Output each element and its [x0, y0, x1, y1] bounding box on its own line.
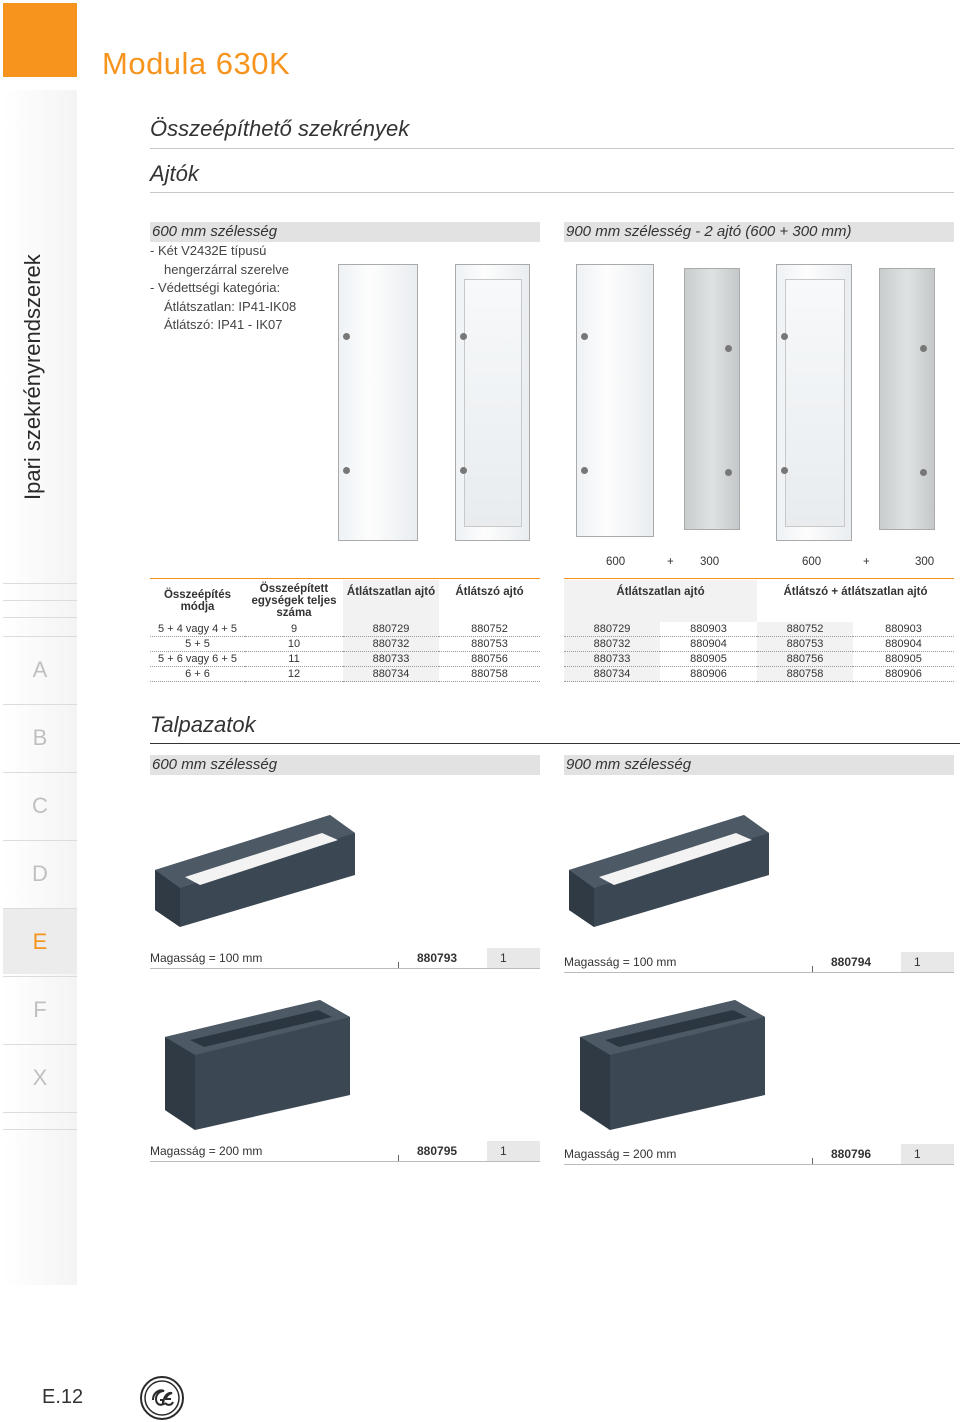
- dim-label: +: [667, 556, 674, 568]
- sidebar-divider: [3, 1112, 77, 1113]
- base-qty: 1: [914, 955, 921, 969]
- sidebar-vertical-title: Ipari szekrényrendszerek: [20, 254, 45, 500]
- desc-line: Átlátszó: IP41 - IK07: [164, 317, 283, 332]
- opaque-door-image: [338, 264, 418, 541]
- base-600-200-image: [160, 995, 360, 1135]
- table-cell: 880905: [853, 652, 954, 667]
- table-cell: 880903: [660, 622, 757, 637]
- transparent-door-600-image: [776, 264, 852, 541]
- base-label: Magasság = 200 mm: [150, 1144, 263, 1158]
- bases-600-header: 600 mm szélesség: [150, 755, 540, 775]
- sidebar-letter-b[interactable]: B: [3, 704, 77, 770]
- table-header: Átlátszatlan ajtó: [564, 580, 757, 622]
- table-row: [564, 652, 954, 667]
- table-cell: 6 + 6: [150, 667, 245, 682]
- base-code: 880794: [831, 955, 872, 969]
- table-cell: 11: [245, 652, 343, 667]
- table-cell: 5 + 5: [150, 637, 245, 652]
- base-qty: 1: [914, 1147, 921, 1161]
- page-title: Modula 630K: [102, 46, 291, 81]
- table-cell: 880904: [853, 637, 954, 652]
- opaque-door-300-image: [684, 268, 740, 530]
- table-cell: 880729: [564, 622, 660, 637]
- transparent-door-image: [455, 264, 530, 541]
- table-cell: 880906: [853, 667, 954, 682]
- dim-label: 300: [915, 556, 935, 568]
- divider: [150, 743, 960, 744]
- table-cell: 12: [245, 667, 343, 682]
- table-cell: 880733: [343, 652, 439, 667]
- table-row: [150, 637, 540, 652]
- table-600-top-rule: [150, 578, 540, 579]
- base-600-200-row: [150, 1141, 540, 1162]
- page-number: E.12: [42, 1386, 84, 1408]
- ge-logo-icon: [140, 1376, 184, 1420]
- section-heading: Összeépíthető szekrények: [150, 116, 410, 141]
- base-qty: 1: [500, 1144, 507, 1158]
- base-qty: 1: [500, 951, 507, 965]
- opaque-door-600-image: [576, 264, 654, 537]
- dim-label: 300: [700, 556, 720, 568]
- base-900-100-row: [564, 952, 954, 973]
- table-cell: 5 + 4 vagy 4 + 5: [150, 622, 245, 637]
- doors-600-header: 600 mm szélesség: [150, 222, 540, 242]
- table-cell: 880729: [343, 622, 439, 637]
- base-label: Magasság = 200 mm: [564, 1147, 677, 1161]
- base-900-100-image: [564, 805, 774, 930]
- base-600-100-row: [150, 948, 540, 969]
- dim-label: 600: [606, 556, 626, 568]
- table-900-top-rule: [564, 578, 954, 579]
- sidebar-letter-x[interactable]: X: [3, 1044, 77, 1110]
- table-cell: 5 + 6 vagy 6 + 5: [150, 652, 245, 667]
- dim-label: +: [863, 556, 870, 568]
- divider: [150, 148, 954, 149]
- table-header: Átlátszatlan ajtó: [343, 580, 439, 622]
- table-row: [564, 622, 954, 637]
- table-cell: 880758: [757, 667, 853, 682]
- sidebar-letter-d[interactable]: D: [3, 840, 77, 906]
- sidebar-divider: [3, 600, 77, 601]
- base-label: Magasság = 100 mm: [150, 951, 263, 965]
- brand-block: [3, 3, 77, 77]
- divider: [150, 192, 954, 193]
- table-900: [564, 580, 954, 682]
- bases-heading: Talpazatok: [150, 712, 256, 737]
- base-label: Magasság = 100 mm: [564, 955, 677, 969]
- dimension-labels: [564, 556, 954, 572]
- bases-900-header: 900 mm szélesség: [564, 755, 954, 775]
- sidebar-letter-c[interactable]: C: [3, 772, 77, 838]
- sidebar-letter-e[interactable]: E: [3, 908, 77, 974]
- table-cell: 880903: [853, 622, 954, 637]
- table-cell: 880732: [343, 637, 439, 652]
- sidebar-divider: [3, 617, 77, 618]
- opaque-door-300-image-2: [879, 268, 935, 530]
- desc-line: Átlátszatlan: IP41-IK08: [164, 298, 297, 314]
- doors-900-header: 900 mm szélesség - 2 ajtó (600 + 300 mm): [564, 222, 954, 242]
- table-header: Összeépítés módja: [163, 589, 232, 613]
- table-600: [150, 580, 540, 682]
- base-code: 880796: [831, 1147, 872, 1161]
- base-900-200-image: [575, 995, 775, 1135]
- sidebar-letter-a[interactable]: A: [3, 636, 77, 702]
- table-row: [564, 637, 954, 652]
- sidebar-divider: [3, 583, 77, 584]
- table-row: [150, 622, 540, 637]
- table-cell: 880756: [439, 652, 540, 667]
- base-code: 880793: [417, 951, 458, 965]
- table-row: [150, 667, 540, 682]
- base-code: 880795: [417, 1144, 458, 1158]
- table-cell: 880753: [757, 637, 853, 652]
- table-cell: 880756: [757, 652, 853, 667]
- table-row: [150, 652, 540, 667]
- table-row: [564, 667, 954, 682]
- table-cell: 880733: [564, 652, 660, 667]
- doors-heading: Ajtók: [150, 161, 199, 186]
- table-cell: 880905: [660, 652, 757, 667]
- table-cell: 880904: [660, 637, 757, 652]
- sidebar-letter-f[interactable]: F: [3, 976, 77, 1042]
- table-cell: 880734: [564, 667, 660, 682]
- doors-600-description: [150, 242, 296, 335]
- dim-label: 600: [802, 556, 822, 568]
- table-cell: 880753: [439, 637, 540, 652]
- table-cell: 9: [245, 622, 343, 637]
- table-cell: 880752: [439, 622, 540, 637]
- table-cell: 10: [245, 637, 343, 652]
- base-900-200-row: [564, 1144, 954, 1165]
- base-600-100-image: [150, 805, 360, 930]
- table-cell: 880752: [757, 622, 853, 637]
- table-cell: 880732: [564, 637, 660, 652]
- sidebar-divider: [3, 1129, 77, 1130]
- table-cell: 880734: [343, 667, 439, 682]
- table-header: Összeépített egységek teljes száma: [251, 583, 337, 619]
- desc-line: - Két V2432E típusú: [150, 243, 267, 258]
- desc-line: hengerzárral szerelve: [164, 261, 290, 277]
- table-cell: 880758: [439, 667, 540, 682]
- table-header: Átlátszó ajtó: [455, 586, 524, 598]
- table-header: Átlátszó + átlátszatlan ajtó: [783, 586, 928, 598]
- table-cell: 880906: [660, 667, 757, 682]
- desc-line: - Védettségi kategória:: [150, 280, 281, 295]
